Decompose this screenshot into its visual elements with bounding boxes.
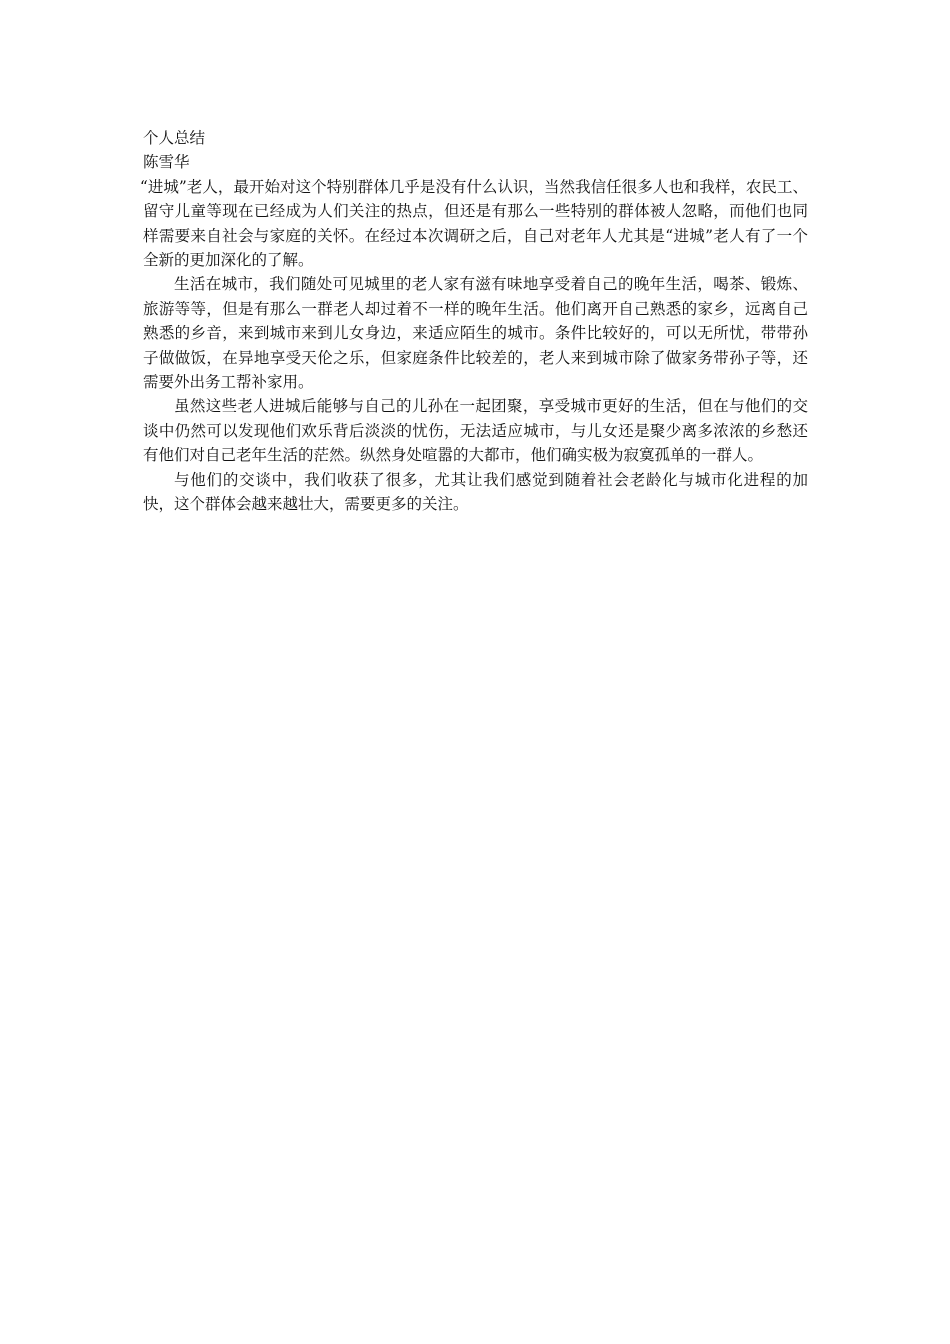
document-author: 陈雪华 <box>143 153 190 172</box>
paragraph-2: 生活在城市，我们随处可见城里的老人家有滋有味地享受着自己的晚年生活，喝茶、锻炼、旅游等等，但是有那么一群老人却过着不一样的晚年生活。他们离开自己熟悉的家乡，远离自己熟悉的乡音，来到城市来到儿女身边，来适应陌生的城市。条件比较好的，可以无所忧，带带孙子做做饭，在异地享受天伦之乐，但家庭条件比较差的，老人来到城市除了做家务带孙子等，还需要外出务工帮补家用。 <box>143 275 808 392</box>
paragraph-3: 虽然这些老人进城后能够与自己的儿孙在一起团聚，享受城市更好的生活，但在与他们的交谈中仍然可以发现他们欢乐背后淡淡的忧伤，无法适应城市，与儿女还是聚少离多浓浓的乡愁还有他们对自己老年生活的茫然。纵然身处喧嚣的大都市，他们确实极为寂寞孤单的一群人。 <box>143 397 808 465</box>
document-title: 个人总结 <box>143 129 206 147</box>
paragraph-4: 与他们的交谈中，我们收获了很多，尤其让我们感觉到随着社会老龄化与城市化进程的加快，这个群体会越来越壮大，需要更多的关注。 <box>143 470 808 514</box>
paragraph-1: “进城”老人，最开始对这个特别群体几乎是没有什么认识，当然我信任很多人也和我样，农民工、留守儿童等现在已经成为人们关注的热点，但还是有那么一些特别的群体被人忽略，而他们也同样需要来自社会与家庭的关怀。在经过本次调研之后，自己对老年人尤其是“进城”老人有了一个全新的更加深化的了解。 <box>139 177 808 270</box>
document-page <box>139 126 808 517</box>
